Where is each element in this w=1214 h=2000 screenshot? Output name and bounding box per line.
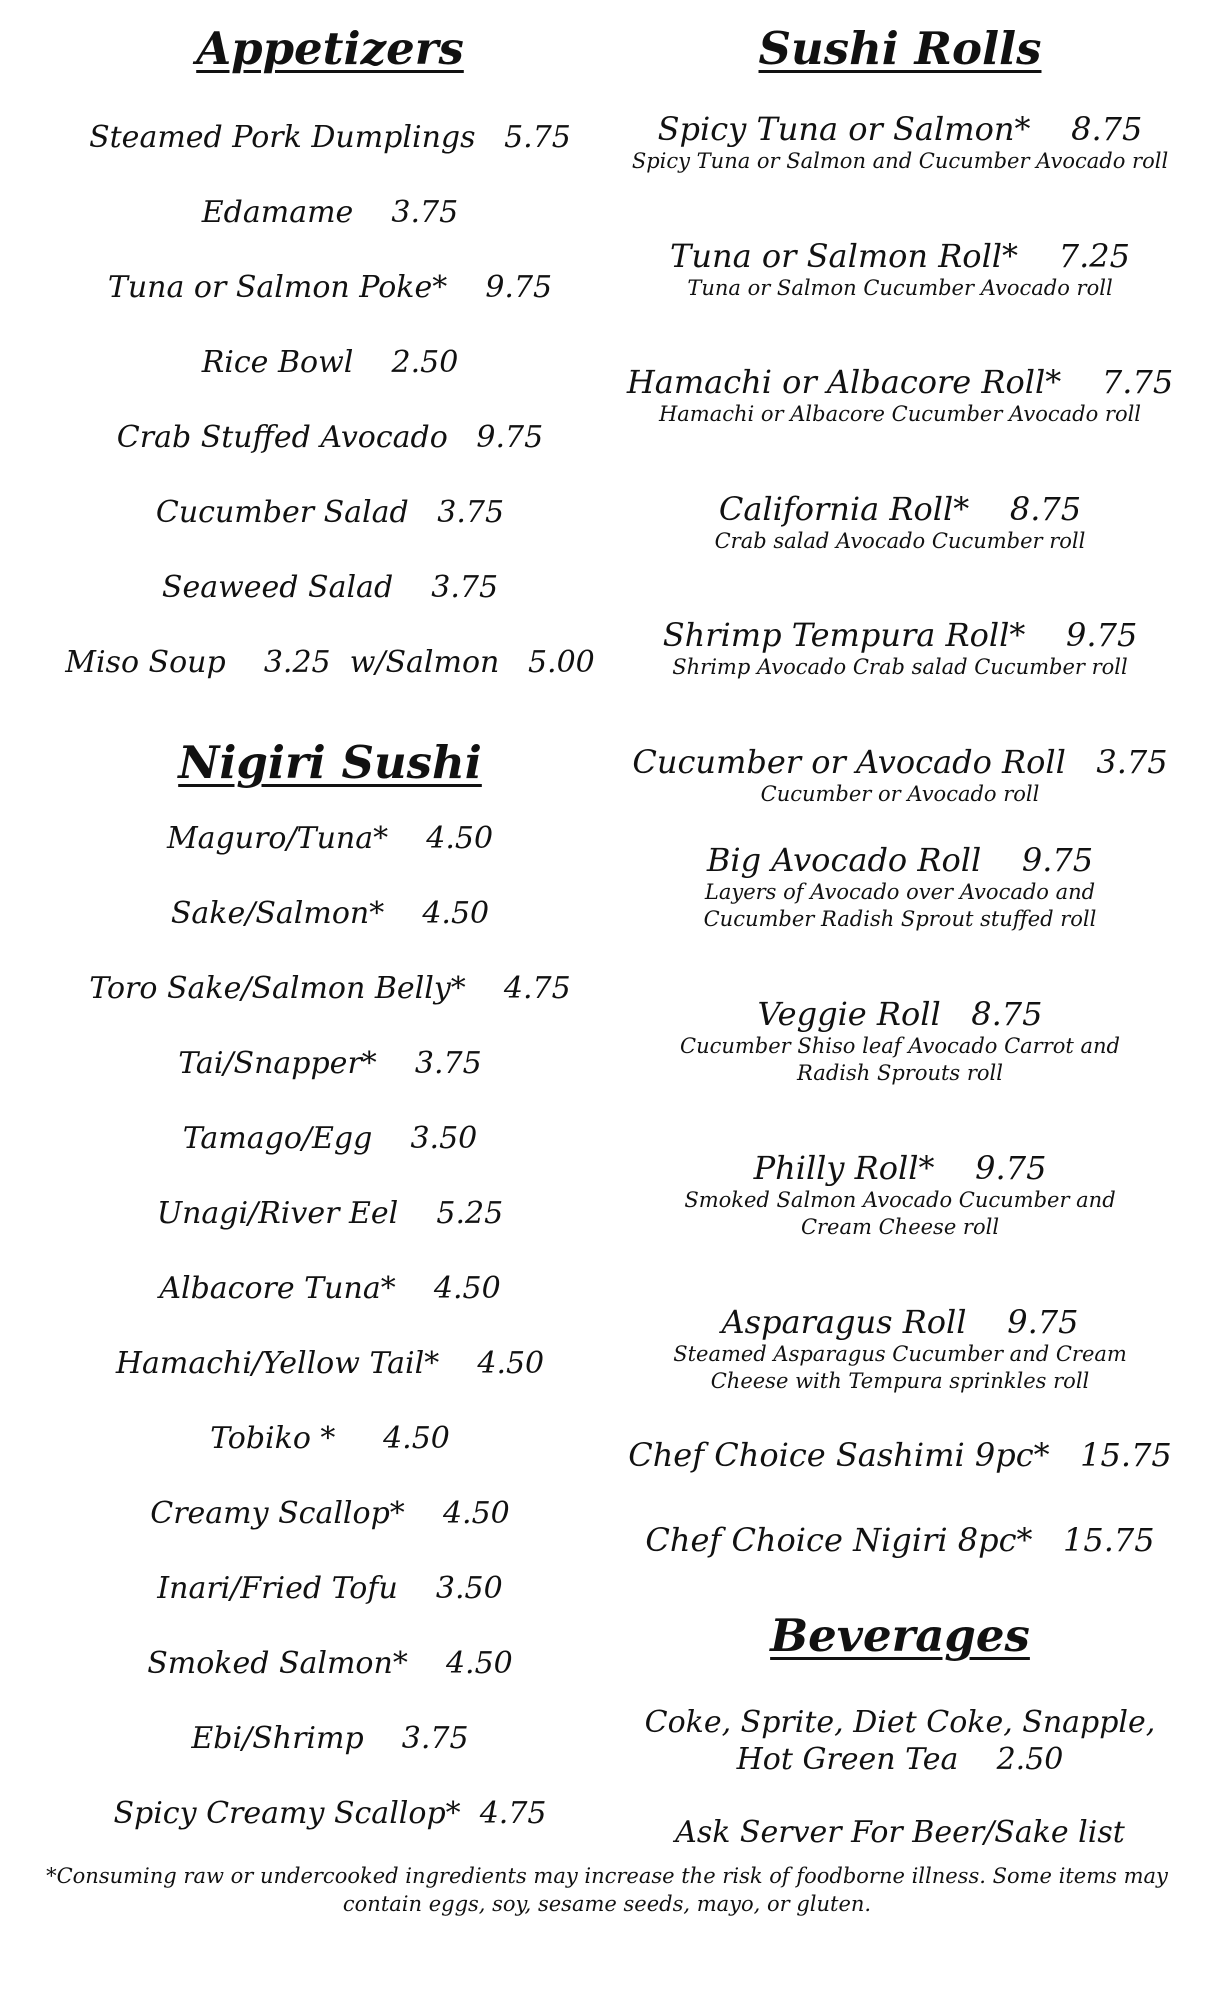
roll-item [610, 1437, 1190, 1474]
roll-name: Chef Choice Nigiri 8pc* 15.75 [645, 1521, 1155, 1559]
appetizer-item: Cucumber Salad 3.75 [155, 495, 505, 530]
beverage-item: Hot Green Tea 2.50 [736, 1742, 1064, 1777]
roll-name: Tuna or Salmon Roll* 7.25 [670, 237, 1130, 275]
appetizer-item: Seaweed Salad 3.75 [161, 570, 499, 605]
roll-description: Cucumber Shiso leaf Avocado Carrot and Radish Sprouts roll [680, 1033, 1120, 1086]
roll-description: Cucumber or Avocado roll [760, 781, 1040, 806]
roll-item [610, 1304, 1190, 1395]
appetizer-item: Tuna or Salmon Poke* 9.75 [107, 270, 553, 305]
roll-name: Big Avocado Roll 9.75 [706, 841, 1094, 879]
roll-name: Asparagus Roll 9.75 [721, 1303, 1079, 1341]
nigiri-item: Smoked Salmon* 4.50 [147, 1646, 513, 1681]
roll-name: Chef Choice Sashimi 9pc* 15.75 [628, 1436, 1172, 1474]
appetizer-item: Miso Soup 3.25 w/Salmon 5.00 [65, 645, 595, 680]
roll-name: Shrimp Tempura Roll* 9.75 [662, 616, 1138, 654]
appetizer-item: Crab Stuffed Avocado 9.75 [116, 420, 544, 455]
beverages-heading: Beverages [770, 1609, 1030, 1662]
roll-item [610, 491, 1190, 555]
roll-item [610, 996, 1190, 1087]
roll-name: Philly Roll* 9.75 [753, 1149, 1047, 1187]
nigiri-item: Albacore Tuna* 4.50 [159, 1271, 501, 1306]
nigiri-item: Tobiko * 4.50 [210, 1421, 450, 1456]
roll-description: Steamed Asparagus Cucumber and Cream Cheese with Tempura sprinkles roll [673, 1341, 1127, 1394]
roll-item [610, 111, 1190, 175]
nigiri-item: Sake/Salmon* 4.50 [170, 896, 490, 931]
roll-description: Layers of Avocado over Avocado and Cucumber Radish Sprout stuffed roll [703, 879, 1097, 932]
nigiri-item: Hamachi/Yellow Tail* 4.50 [115, 1346, 545, 1381]
appetizer-item: Steamed Pork Dumplings 5.75 [89, 120, 571, 155]
nigiri-heading: Nigiri Sushi [178, 736, 482, 789]
roll-name: Spicy Tuna or Salmon* 8.75 [657, 110, 1143, 148]
roll-description: Smoked Salmon Avocado Cucumber and Cream Cheese roll [684, 1187, 1116, 1240]
roll-item [610, 238, 1190, 302]
roll-item [610, 744, 1190, 808]
appetizer-item: Rice Bowl 2.50 [201, 345, 459, 380]
nigiri-item: Ebi/Shrimp 3.75 [191, 1721, 469, 1756]
nigiri-item: Creamy Scallop* 4.50 [150, 1496, 510, 1531]
beverage-item: Coke, Sprite, Diet Coke, Snapple, [644, 1705, 1156, 1740]
roll-item [610, 842, 1190, 933]
roll-name: Veggie Roll 8.75 [757, 995, 1043, 1033]
appetizers-heading: Appetizers [196, 22, 464, 75]
roll-name: Cucumber or Avocado Roll 3.75 [632, 743, 1168, 781]
sushi-rolls-heading: Sushi Rolls [758, 22, 1042, 75]
beverage-note: Ask Server For Beer/Sake list [675, 1815, 1125, 1850]
nigiri-item: Spicy Creamy Scallop* 4.75 [113, 1796, 547, 1831]
nigiri-item: Maguro/Tuna* 4.50 [166, 821, 494, 856]
roll-item [610, 617, 1190, 681]
roll-description: Hamachi or Albacore Cucumber Avocado roll [658, 401, 1142, 426]
roll-description: Tuna or Salmon Cucumber Avocado roll [687, 275, 1113, 300]
roll-item [610, 1522, 1190, 1559]
foodborne-illness-disclaimer: *Consuming raw or undercooked ingredients may increase the risk of foodborne illness. Some items may contain eggs, soy, sesame seeds, mayo, or gluten. [46, 1864, 1168, 1917]
nigiri-item: Unagi/River Eel 5.25 [156, 1196, 504, 1231]
roll-description: Shrimp Avocado Crab salad Cucumber roll [672, 654, 1128, 679]
nigiri-item: Tai/Snapper* 3.75 [178, 1046, 482, 1081]
nigiri-item: Tamago/Egg 3.50 [182, 1121, 478, 1156]
roll-item [610, 1150, 1190, 1241]
roll-description: Spicy Tuna or Salmon and Cucumber Avocado roll [631, 148, 1169, 173]
nigiri-item: Inari/Fried Tofu 3.50 [157, 1571, 503, 1606]
roll-name: California Roll* 8.75 [718, 490, 1082, 528]
nigiri-item: Toro Sake/Salmon Belly* 4.75 [89, 971, 571, 1006]
roll-description: Crab salad Avocado Cucumber roll [714, 528, 1086, 553]
appetizer-item: Edamame 3.75 [201, 195, 459, 230]
roll-name: Hamachi or Albacore Roll* 7.75 [626, 363, 1174, 401]
roll-item [610, 364, 1190, 428]
